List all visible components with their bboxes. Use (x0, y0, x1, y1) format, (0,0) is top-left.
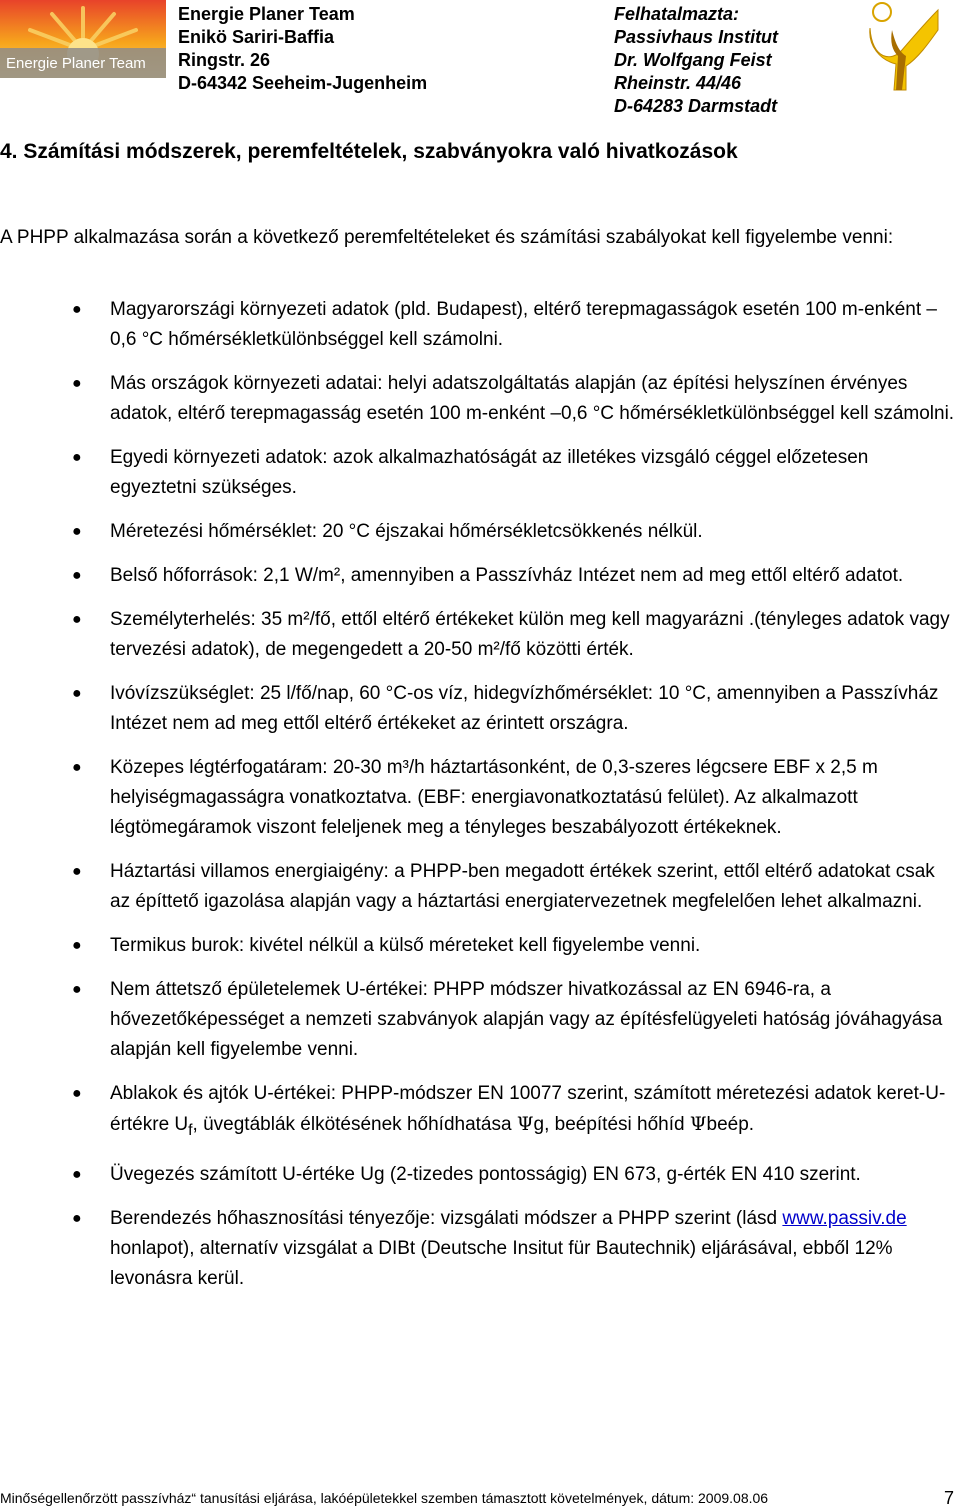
bullet-icon: ● (72, 301, 82, 318)
bullet-icon: ● (72, 375, 82, 392)
passivhaus-institut-logo (862, 0, 942, 94)
windows-text-1: Ablakok és ajtók U-értékei: PHPP-módszer EN 10077 szerint, számított méretezési adatok keret-U-értékre U (110, 1083, 946, 1135)
list-item: ● Háztartási villamos energiaigény: a PHPP-ben megadott értékek szerint, ettől eltérő adatokat csak az építtető igazolása alapján vagy a háztartási energiatervezetnek megfelelően lehet alkalmazni. (0, 857, 958, 917)
list-item: ● Belső hőforrások: 2,1 W/m², amennyiben a Passzívház Intézet nem ad meg ettől eltérő adatot. (0, 561, 958, 591)
list-item: ● Üvegezés számított U-értéke Ug (2-tizedes pontosságig) EN 673, g-érték EN 410 szerint. (0, 1160, 958, 1190)
list-item: ● Egyedi környezeti adatok: azok alkalmazhatóságát az illetékes vizsgáló céggel előzetesen egyeztetni szükséges. (0, 443, 958, 503)
windows-text-4: beép. (706, 1114, 755, 1135)
header-right-line: Passivhaus Institut (614, 27, 779, 47)
list-item: ● Közepes légtérfogatáram: 20-30 m³/h háztartásonként, de 0,3-szeres légcsere EBF x 2,5 m helyiségmagasságra vonatkoztatva. (EBF: energiavonatkoztatású felület). Az alkalmazott légtömegáramok viszont feleljenek meg a tényleges beszabályozott értékeknek. (0, 753, 958, 843)
windows-text-2: , üvegtáblák élkötésének hőhídhatása (192, 1114, 517, 1135)
bullet-icon: ● (72, 759, 82, 776)
header-left-line: Energie Planer Team (178, 4, 355, 24)
energie-planer-team-logo (0, 0, 166, 78)
header-left-line: Ringstr. 26 (178, 50, 271, 70)
list-item: ● Magyarországi környezeti adatok (pld. Budapest), eltérő terepmagasságok esetén 100 m-enként –0,6 °C hőmérsékletkülönbséggel kell számolni. (0, 295, 958, 355)
list-item: ● Nem áttetsző épületelemek U-értékei: PHPP módszer hivatkozással az EN 6946-ra, a hővezetőképességet a nemzeti szabványok alapján vagy az építésfelügyeleti hatóság jóváhagyása alapján kell figyelembe venni. (0, 975, 958, 1065)
header-right-line: Rheinstr. 44/46 (614, 73, 742, 93)
section-title: 4. Számítási módszerek, peremfeltételek, szabványokra való hivatkozások (0, 140, 738, 163)
header-right-line: Dr. Wolfgang Feist (614, 50, 772, 70)
footer-text: Minőségellenőrzött passzívház“ tanusítási eljárása, lakóépületekkel szemben támasztott követelmények, dátum: 2009.08.06 (0, 1490, 769, 1506)
list-item: ● Más országok környezeti adatai: helyi adatszolgáltatás alapján (az építési helyszínen érvényes adatok, eltérő terepmagasság esetén 100 m-enként –0,6 °C hőmérsékletkülönbséggel kell számolni. (0, 369, 958, 429)
windows-text-3: g, beépítési hőhíd (533, 1114, 690, 1135)
bullet-icon: ● (72, 449, 82, 466)
bullet-icon: ● (72, 611, 82, 628)
header-right-line: Felhatalmazta: (614, 4, 740, 24)
header-authorizer-address (614, 3, 778, 118)
bullet-icon: ● (72, 1165, 82, 1183)
heat-recovery-text-1: Berendezés hőhasznosítási tényezője: vizsgálati módszer a PHPP szerint (lásd (110, 1207, 783, 1229)
bullet-icon: ● (72, 937, 82, 954)
list-item-heat-recovery (0, 1204, 958, 1294)
list-item: ● Termikus burok: kivétel nélkül a külső méreteket kell figyelembe venni. (0, 931, 958, 961)
requirements-list (0, 295, 958, 1308)
heat-recovery-text-2: honlapot), alternatív vizsgálat a DIBt (Deutsche Insitut für Bautechnik) eljárásával, ebből 12% levonásra kerül. (110, 1237, 893, 1289)
windows-subscript: f (188, 1121, 193, 1139)
header-left-line: Enikö Sariri-Baffia (178, 27, 335, 47)
list-item-windows (0, 1079, 958, 1146)
bullet-icon: ● (72, 1085, 82, 1102)
page-number: 7 (943, 1488, 954, 1508)
list-item: ● Méretezési hőmérséklet: 20 °C éjszakai hőmérsékletcsökkenés nélkül. (0, 517, 958, 547)
bullet-icon: ● (72, 523, 82, 540)
bullet-icon: ● (72, 567, 82, 584)
psi-symbol: Ψ (516, 1113, 534, 1135)
list-item: ● Személyterhelés: 35 m²/fő, ettől eltérő értékeket külön meg kell magyarázni .(tényleges adatok vagy tervezési adatok), de megengedett a 20-50 m²/fő közötti érték. (0, 605, 958, 665)
intro-paragraph: A PHPP alkalmazása során a következő peremfeltételeket és számítási szabályokat kell figyelembe venni: (0, 227, 894, 248)
psi-symbol: Ψ (689, 1113, 707, 1135)
bullet-icon: ● (72, 1209, 82, 1227)
header-sender-address (178, 3, 427, 95)
header-left-line: D-64342 Seeheim-Jugenheim (178, 73, 428, 93)
passiv-website-link[interactable]: www.passiv.de (782, 1207, 907, 1229)
bullet-icon: ● (72, 685, 82, 702)
list-item: ● Ivóvízszükséglet: 25 l/fő/nap, 60 °C-os víz, hidegvízhőmérséklet: 10 °C, amennyiben a Passzívház Intézet nem ad meg ettől eltérő értékeket az érintett országra. (0, 679, 958, 739)
header-right-line: D-64283 Darmstadt (614, 96, 778, 116)
logo-text: Energie Planer Team (6, 55, 146, 72)
bullet-icon: ● (72, 981, 82, 998)
bullet-icon: ● (72, 863, 82, 880)
